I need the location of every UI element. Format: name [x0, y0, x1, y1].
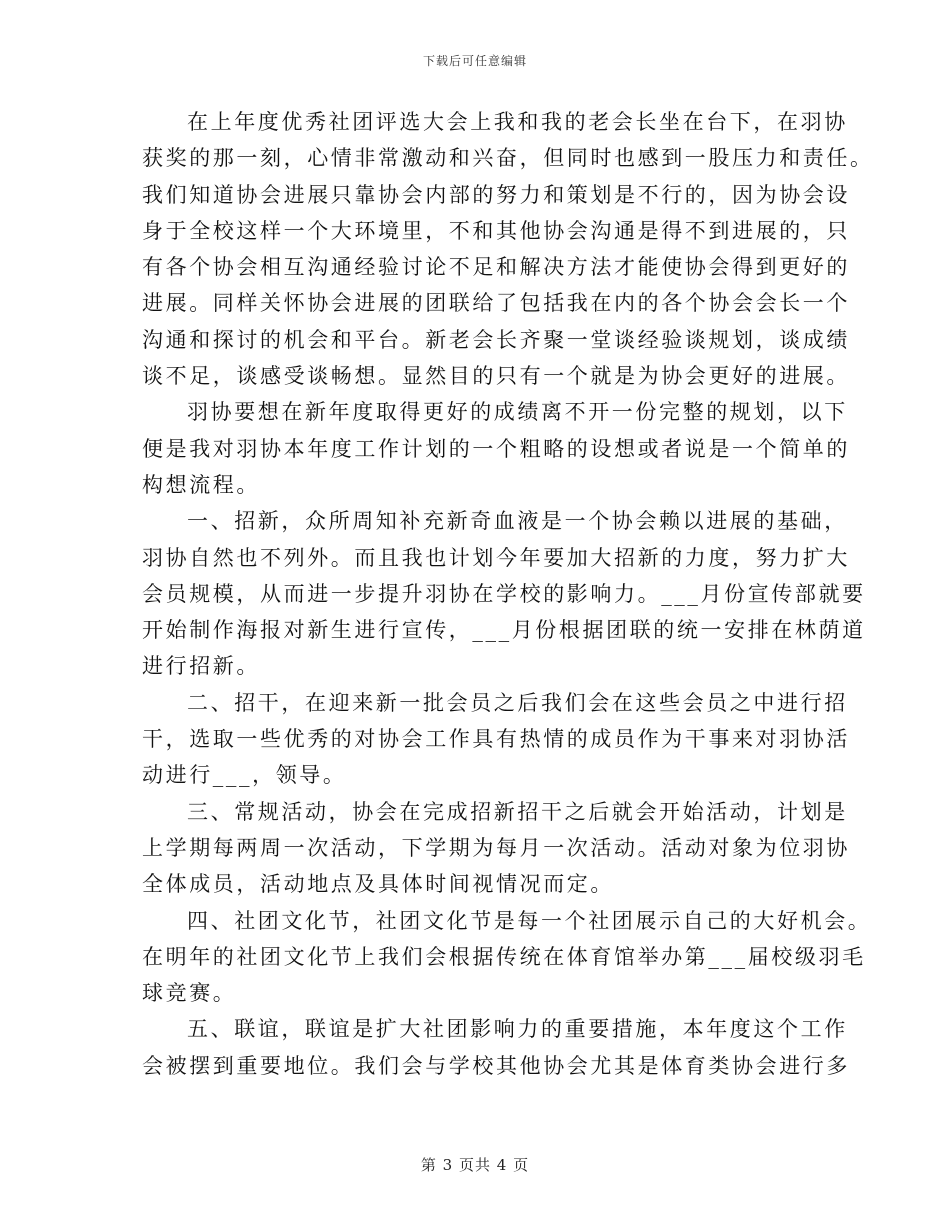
section-festival-line-1: 四、社团文化节，社团文化节是每一个社团展示自己的大好机会。	[187, 908, 872, 933]
paragraph-1-line-6: 进展。同样关怀协会进展的团联给了包括我在内的各个协会会长一个	[142, 291, 850, 316]
document-body	[142, 104, 874, 1084]
section-friendship-line-1: 五、联谊，联谊是扩大社团影响力的重要措施，本年度这个工作	[187, 1017, 848, 1042]
section-recruit-line-5: 进行招新。	[142, 654, 260, 679]
section-staff-line-3: 动进行___，领导。	[142, 763, 347, 788]
paragraph-1-line-7: 沟通和探讨的机会和平台。新老会长齐聚一堂谈经验谈规划，谈成绩	[142, 327, 850, 352]
section-staff-line-1: 二、招干，在迎来新一批会员之后我们会在这些会员之中进行招	[187, 690, 848, 715]
page-header: 下载后可任意编辑	[422, 54, 527, 68]
section-recruit-line-3: 会员规模，从而进一步提升羽协在学校的影响力。___月份宣传部就要	[142, 581, 866, 606]
paragraph-2-line-2: 便是我对羽协本年度工作计划的一个粗略的设想或者说是一个简单的	[142, 436, 850, 461]
paragraph-1-line-4: 身于全校这样一个大环境里，不和其他协会沟通是得不到进展的，只	[142, 218, 850, 243]
paragraph-1-line-2: 获奖的那一刻，心情非常激动和兴奋，但同时也感到一股压力和责任。	[142, 146, 874, 171]
section-festival-line-2: 在明年的社团文化节上我们会根据传统在体育馆举办第___届校级羽毛	[142, 944, 866, 969]
paragraph-1-line-1: 在上年度优秀社团评选大会上我和我的老会长坐在台下，在羽协	[187, 110, 848, 134]
section-activities-line-3: 全体成员，活动地点及具体时间视情况而定。	[142, 872, 614, 897]
paragraph-1-line-5: 有各个协会相互沟通经验讨论不足和解决方法才能使协会得到更好的	[142, 255, 850, 280]
section-recruit-line-1: 一、招新，众所周知补充新奇血液是一个协会赖以进展的基础，	[187, 509, 848, 534]
section-festival-line-3: 球竞赛。	[142, 981, 237, 1006]
section-staff-line-2: 干，选取一些优秀的对协会工作具有热情的成员作为干事来对羽协活	[142, 727, 850, 752]
paragraph-2-line-3: 构想流程。	[142, 472, 260, 497]
paragraph-1-line-8: 谈不足，谈感受谈畅想。显然目的只有一个就是为协会更好的进展。	[142, 364, 850, 389]
section-recruit-line-2: 羽协自然也不列外。而且我也计划今年要加大招新的力度，努力扩大	[142, 545, 850, 570]
section-activities-line-1: 三、常规活动，协会在完成招新招干之后就会开始活动，计划是	[187, 799, 848, 824]
section-activities-line-2: 上学期每两周一次活动，下学期为每月一次活动。活动对象为位羽协	[142, 835, 850, 860]
section-friendship-line-2: 会被摆到重要地位。我们会与学校其他协会尤其是体育类协会进行多	[142, 1053, 850, 1078]
section-recruit-line-4: 开始制作海报对新生进行宣传，___月份根据团联的统一安排在林荫道	[142, 618, 866, 643]
paragraph-2-line-1: 羽协要想在新年度取得更好的成绩离不开一份完整的规划，以下	[187, 400, 848, 425]
paragraph-1-line-3: 我们知道协会进展只靠协会内部的努力和策划是不行的，因为协会设	[142, 182, 850, 207]
page-number: 第 3 页共 4 页	[420, 1156, 530, 1174]
